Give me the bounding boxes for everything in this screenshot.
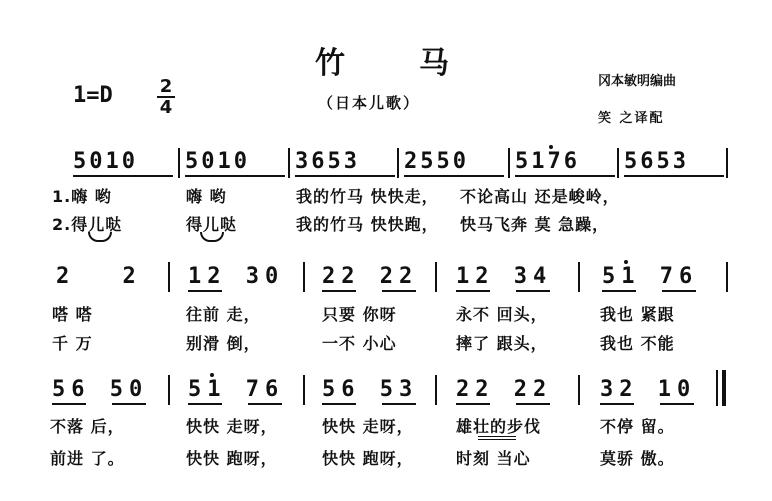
lyric-underline xyxy=(478,439,516,440)
barline xyxy=(726,262,728,292)
beam xyxy=(600,403,634,405)
barline xyxy=(508,148,510,178)
beam xyxy=(515,175,615,177)
beam xyxy=(382,290,416,292)
measure: 51 76 xyxy=(188,377,285,402)
key-signature: 1=D xyxy=(73,83,113,108)
lyric: 我也 紧跟 xyxy=(600,305,675,324)
lyric: 莫骄 傲。 xyxy=(600,449,675,468)
octave-dot xyxy=(624,260,628,264)
measure: 5653 xyxy=(624,149,689,174)
final-barline-thick xyxy=(722,370,726,406)
barline xyxy=(726,148,728,178)
beam xyxy=(188,403,222,405)
measure: 2 2 xyxy=(56,264,156,289)
lyric: 时刻 当心 xyxy=(456,449,531,468)
time-signature xyxy=(157,78,175,116)
lyric-underline xyxy=(478,436,516,437)
lyric: 快快 走呀， xyxy=(322,417,414,436)
lyric: 永不 回头， xyxy=(456,305,548,324)
beam xyxy=(602,290,636,292)
composer-credit: 冈本敏明编曲 xyxy=(598,74,677,89)
measure: 5010 xyxy=(73,149,138,174)
lyric: 快快 跑呀， xyxy=(186,449,278,468)
measure: 3653 xyxy=(295,149,360,174)
lyric: 2.得儿哒 xyxy=(52,215,123,234)
lyric: 摔了 跟头， xyxy=(456,334,548,353)
measure: 32 10 xyxy=(600,377,697,402)
beam xyxy=(185,175,285,177)
measure: 22 22 xyxy=(322,264,419,289)
lyric: 我的竹马 快快走， xyxy=(296,187,439,206)
beam xyxy=(456,290,490,292)
barline xyxy=(303,262,305,292)
beam xyxy=(322,403,356,405)
lyric: 往前 走， xyxy=(186,305,261,324)
meter-bottom: 4 xyxy=(159,97,173,118)
measure: 12 34 xyxy=(456,264,553,289)
measure: 5176 xyxy=(515,149,580,174)
barline xyxy=(178,148,180,178)
lyric: 1.嗨 哟 xyxy=(52,187,112,206)
barline xyxy=(578,262,580,292)
beam xyxy=(112,403,146,405)
lyric: 雄壮的步伐 xyxy=(456,417,542,436)
barline xyxy=(397,148,399,178)
lyric: 不论高山 还是峻岭， xyxy=(460,187,620,206)
measure: 12 30 xyxy=(188,264,285,289)
lyric: 快马飞奔 莫 急躁， xyxy=(460,215,610,234)
lyric: 我的竹马 快快跑， xyxy=(296,215,439,234)
beam xyxy=(516,290,550,292)
beam xyxy=(248,403,282,405)
barline xyxy=(435,262,437,292)
lyric: 嗨 哟 xyxy=(186,187,227,206)
beam xyxy=(73,175,173,177)
lyric: 前进 了。 xyxy=(50,449,125,468)
beam xyxy=(516,403,550,405)
lyric: 一不 小心 xyxy=(322,334,397,353)
beam xyxy=(404,175,504,177)
measure: 22 22 xyxy=(456,377,553,402)
beam xyxy=(662,290,696,292)
slur-mark xyxy=(200,232,224,242)
barline xyxy=(617,148,619,178)
beam xyxy=(295,175,395,177)
lyric: 快快 跑呀， xyxy=(322,449,414,468)
lyric: 嗒 嗒 xyxy=(52,305,93,324)
lyric: 快快 走呀， xyxy=(186,417,278,436)
barline xyxy=(168,262,170,292)
barline xyxy=(303,375,305,405)
lyric: 不停 留。 xyxy=(600,417,675,436)
measure: 2550 xyxy=(404,149,469,174)
beam xyxy=(624,175,724,177)
beam xyxy=(322,290,356,292)
barline xyxy=(168,375,170,405)
lyric: 我也 不能 xyxy=(600,334,675,353)
lyric: 不落 后， xyxy=(50,417,125,436)
meter-top: 2 xyxy=(159,76,173,97)
measure: 56 50 xyxy=(52,377,149,402)
barline xyxy=(435,375,437,405)
song-subtitle: （日本儿歌） xyxy=(318,94,421,112)
beam xyxy=(188,290,222,292)
barline xyxy=(288,148,290,178)
lyric: 别滑 倒， xyxy=(186,334,261,353)
slur-mark xyxy=(88,232,112,242)
final-barline-thin xyxy=(716,370,718,406)
measure: 51 76 xyxy=(602,264,699,289)
lyric: 得儿哒 xyxy=(186,215,238,234)
barline xyxy=(578,375,580,405)
lyric: 千 万 xyxy=(52,334,93,353)
octave-dot xyxy=(210,373,214,377)
beam xyxy=(52,403,86,405)
arranger-credit: 笑 之译配 xyxy=(598,111,665,126)
beam xyxy=(660,403,694,405)
lyric: 只要 你呀 xyxy=(322,305,397,324)
song-title: 竹马 xyxy=(315,46,523,81)
measure: 56 53 xyxy=(322,377,419,402)
octave-dot xyxy=(549,145,553,149)
beam xyxy=(456,403,490,405)
beam xyxy=(382,403,416,405)
measure: 5010 xyxy=(185,149,250,174)
